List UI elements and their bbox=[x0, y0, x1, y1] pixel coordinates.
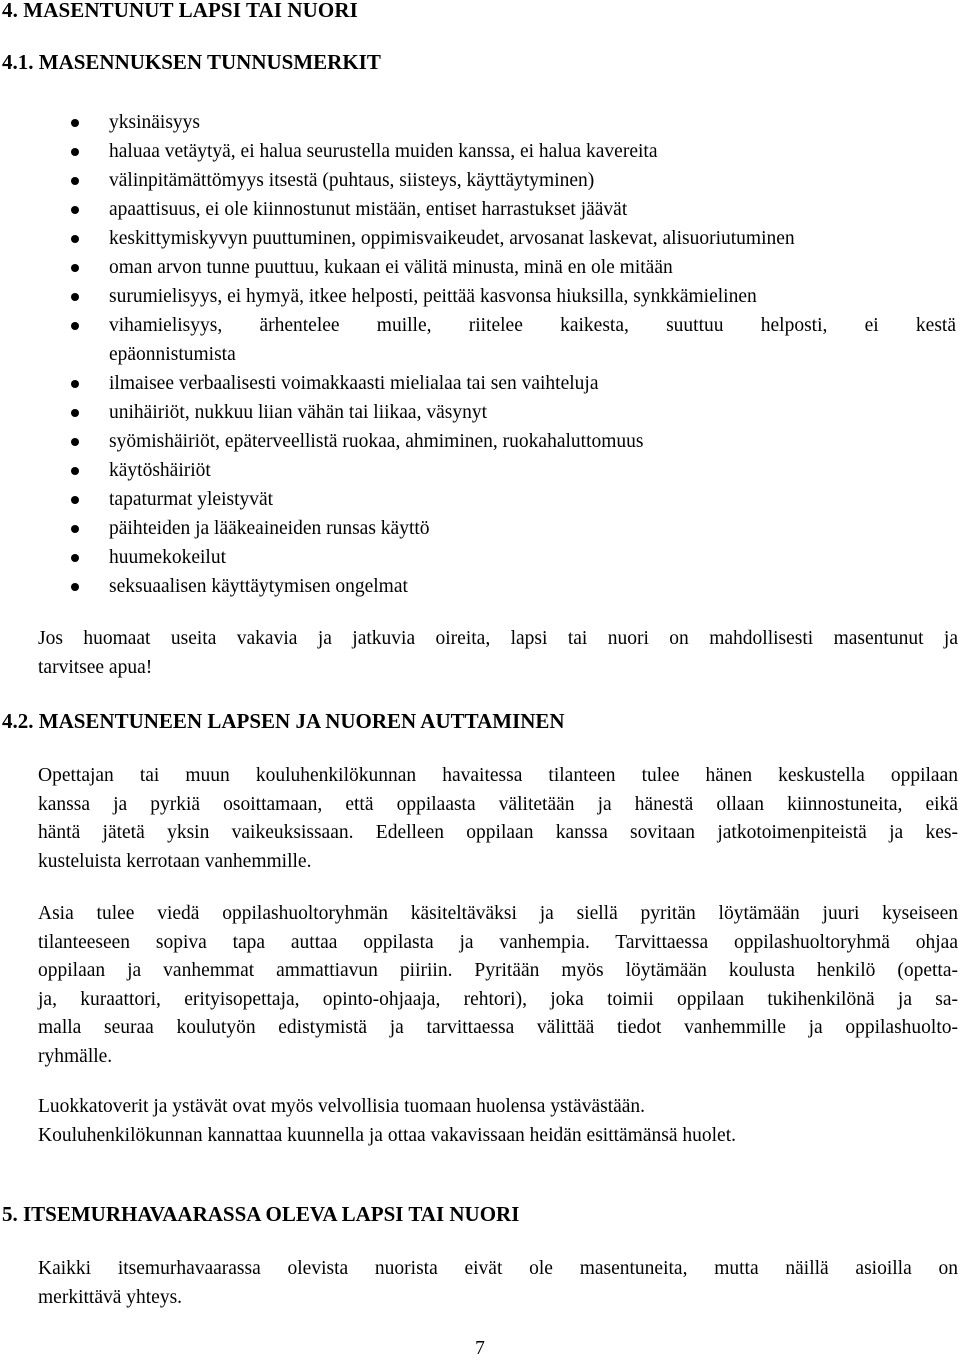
paragraph-suicide-risk bbox=[38, 1255, 958, 1312]
symptom-list bbox=[0, 108, 960, 601]
heading-chapter-5: 5. ITSEMURHAVAARASSA OLEVA LAPSI TAI NUORI bbox=[2, 1202, 520, 1226]
page-number: 7 bbox=[475, 1338, 485, 1359]
bullet-icon bbox=[71, 496, 79, 504]
heading-chapter-4: 4. MASENTUNUT LAPSI TAI NUORI bbox=[2, 0, 358, 22]
bullet-icon bbox=[71, 148, 79, 156]
paragraph-line: oppilaan ja vanhemmat ammattiavun piiriin. Pyritään myös löytämään koulusta henkilö (opetta- bbox=[38, 960, 958, 982]
paragraph-student-welfare-group bbox=[38, 900, 958, 1072]
list-item bbox=[0, 427, 960, 456]
list-item bbox=[0, 369, 960, 398]
paragraph-line: Asia tulee viedä oppilashuoltoryhmän käsiteltäväksi ja siellä pyritän löytämään juuri kyseiseen bbox=[38, 903, 958, 924]
paragraph-line: malla seuraa koulutyön edistymistä ja tarvittaessa välittää tiedot vanhemmille ja oppilashuolto- bbox=[38, 1017, 958, 1039]
bullet-icon bbox=[71, 409, 79, 417]
list-item bbox=[0, 543, 960, 572]
list-item-text: seksuaalisen käyttäytymisen ongelmat bbox=[109, 576, 408, 597]
paragraph-line: Kaikki itsemurhavaarassa olevista nuorista eivät ole masentuneita, mutta näillä asioilla on bbox=[38, 1258, 958, 1279]
list-item bbox=[0, 108, 960, 137]
paragraph-line: Opettajan tai muun kouluhenkilökunnan havaitessa tilanteen tulee hänen keskustella oppilaan bbox=[38, 765, 958, 786]
list-item bbox=[0, 166, 960, 195]
paragraph-line: häntä jätetä yksin vaikeuksissaan. Edelleen oppilaan kanssa sovitaan jatkotoimenpiteistä ja kes- bbox=[38, 822, 958, 844]
bullet-icon bbox=[71, 264, 79, 272]
paragraph-classmates bbox=[38, 1093, 958, 1150]
bullet-icon bbox=[71, 583, 79, 591]
list-item-text: käytöshäiriöt bbox=[109, 460, 211, 481]
paragraph-line: Luokkatoverit ja ystävät ovat myös velvollisia tuomaan huolensa ystävästään. bbox=[38, 1096, 646, 1117]
heading-section-4-2: 4.2. MASENTUNEEN LAPSEN JA NUOREN AUTTAMINEN bbox=[2, 709, 565, 733]
bullet-icon bbox=[71, 438, 79, 446]
bullet-icon bbox=[71, 380, 79, 388]
list-item-text: ilmaisee verbaalisesti voimakkaasti mielialaa tai sen vaihteluja bbox=[109, 373, 599, 394]
list-item bbox=[0, 456, 960, 485]
list-item bbox=[0, 514, 960, 543]
bullet-icon bbox=[71, 467, 79, 475]
paragraph-line: tarvitsee apua! bbox=[38, 656, 153, 678]
list-item bbox=[0, 195, 960, 224]
paragraph-line: ryhmälle. bbox=[38, 1045, 113, 1067]
list-item-text: keskittymiskyvyn puuttuminen, oppimisvaikeudet, arvosanat laskevat, alisuoriutuminen bbox=[109, 228, 795, 249]
list-item-text: surumielisyys, ei hymyä, itkee helposti, peittää kasvonsa hiuksilla, synkkämielinen bbox=[109, 286, 757, 307]
list-item bbox=[0, 311, 960, 369]
bullet-icon bbox=[71, 177, 79, 185]
list-item bbox=[0, 572, 960, 601]
paragraph-line: ja, kuraattori, erityisopettaja, opinto-ohjaaja, rehtori), joka toimii oppilaan tukihenkilönä ja sa- bbox=[38, 988, 958, 1010]
bullet-icon bbox=[71, 525, 79, 533]
list-item-text: oman arvon tunne puuttuu, kukaan ei välitä minusta, minä en ole mitään bbox=[109, 257, 673, 278]
paragraph-helping-teacher bbox=[38, 762, 958, 876]
bullet-icon bbox=[71, 235, 79, 243]
bullet-icon bbox=[71, 554, 79, 562]
list-item bbox=[0, 398, 960, 427]
paragraph-line: kanssa ja pyrkiä osoittamaan, että oppilaasta välitetään ja hänestä ollaan kiinnostuneita, eikä bbox=[38, 793, 958, 815]
bullet-icon bbox=[71, 119, 79, 127]
list-item-text: välinpitämättömyys itsestä (puhtaus, siisteys, käyttäytyminen) bbox=[109, 170, 595, 191]
list-item-text: syömishäiriöt, epäterveellistä ruokaa, ahmiminen, ruokahaluttomuus bbox=[109, 431, 644, 452]
list-item-text: unihäiriöt, nukkuu liian vähän tai liikaa, väsynyt bbox=[109, 402, 488, 423]
list-item-text: huumekokeilut bbox=[109, 547, 226, 568]
bullet-icon bbox=[71, 293, 79, 301]
list-item bbox=[0, 137, 960, 166]
paragraph-line: Kouluhenkilökunnan kannattaa kuunnella ja ottaa vakavissaan heidän esittämänsä huolet. bbox=[38, 1124, 736, 1146]
list-item-text: vihamielisyys, ärhentelee muille, riitelee kaikesta, suuttuu helposti, ei kestä bbox=[109, 315, 956, 336]
paragraph-line: kusteluista kerrotaan vanhemmille. bbox=[38, 850, 312, 872]
paragraph-line: merkittävä yhteys. bbox=[38, 1286, 183, 1308]
list-item-text: tapaturmat yleistyvät bbox=[109, 489, 274, 510]
list-item-text: apaattisuus, ei ole kiinnostunut mistään, entiset harrastukset jäävät bbox=[109, 199, 628, 220]
bullet-icon bbox=[71, 206, 79, 214]
list-item-text: yksinäisyys bbox=[109, 112, 201, 133]
list-item bbox=[0, 282, 960, 311]
paragraph-line: tilanteeseen sopiva tapa auttaa oppilasta ja vanhempia. Tarvittaessa oppilashuoltoryhmä ohjaa bbox=[38, 931, 958, 953]
list-item-text: haluaa vetäytyä, ei halua seurustella muiden kanssa, ei halua kavereita bbox=[109, 141, 658, 162]
list-item-text: päihteiden ja lääkeaineiden runsas käyttö bbox=[109, 518, 430, 539]
heading-section-4-1: 4.1. MASENNUKSEN TUNNUSMERKIT bbox=[2, 50, 381, 74]
list-item-text-continued: epäonnistumista bbox=[109, 344, 236, 365]
paragraph-line: Jos huomaat useita vakavia ja jatkuvia oireita, lapsi tai nuori on mahdollisesti masentunut ja bbox=[38, 628, 958, 649]
list-item bbox=[0, 485, 960, 514]
list-item bbox=[0, 253, 960, 282]
warning-paragraph bbox=[38, 625, 958, 682]
list-item bbox=[0, 224, 960, 253]
bullet-icon bbox=[71, 322, 79, 330]
